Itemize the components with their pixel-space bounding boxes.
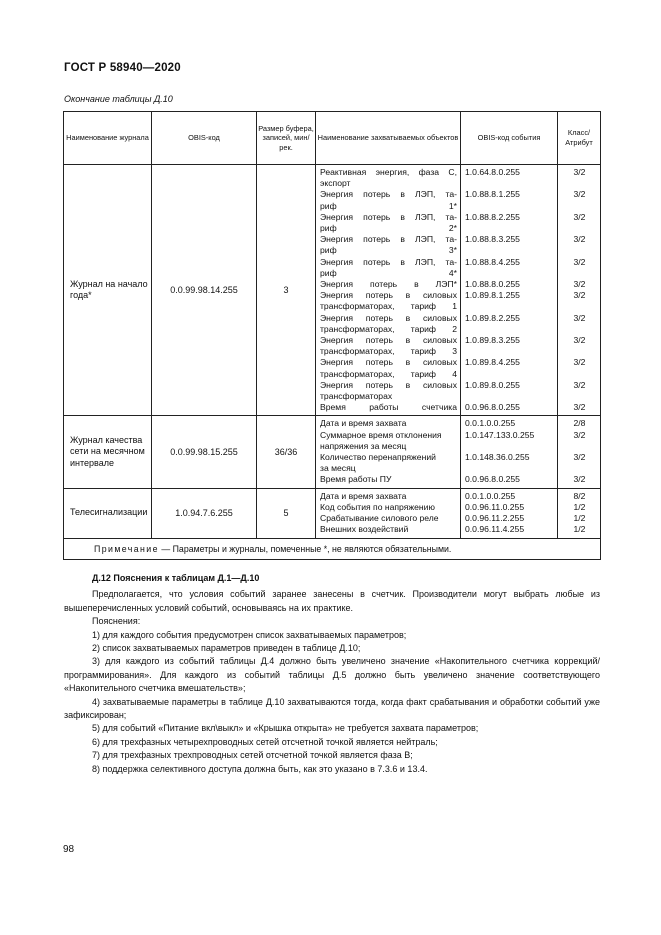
journal-name: Журнал качества сети на месячном интервале [64, 416, 152, 488]
buffer-size: 36/36 [257, 416, 316, 488]
cell-line: Энергия потерь в ЛЭП, та- [320, 256, 457, 267]
section-paragraph: 6) для трехфазных четырехпроводных сетей отсчетной точкой является нейтраль; [92, 736, 438, 747]
cell-line: 3/2 [573, 256, 586, 267]
cell-line: риф 2* [320, 223, 457, 234]
cell-line: трансформаторах [320, 391, 393, 402]
cell-line [562, 201, 597, 212]
cell-line: 3/2 [573, 211, 586, 222]
cell-line: 3/2 [573, 335, 586, 346]
class-attribute-cell [558, 488, 601, 538]
cell-line: Энергия потерь в силовых [320, 335, 457, 346]
cell-line: Количество перенапряжений [320, 452, 436, 463]
cell-line [465, 223, 554, 234]
cell-line: экспорт [320, 178, 351, 189]
class-attribute-cell [558, 165, 601, 416]
captured-objects-cell [316, 165, 461, 416]
cell-line [465, 178, 554, 189]
cell-line: 1.0.89.8.3.255 [465, 335, 520, 346]
section-paragraph: 7) для трехфазных трехпроводных сетей отсчетной точкой является фаза В; [92, 750, 413, 761]
journal-name: Журнал на начало года* [64, 165, 152, 416]
cell-line: Энергия потерь в силовых [320, 379, 457, 390]
cell-line [465, 369, 554, 380]
cell-line: 1.0.89.8.4.255 [465, 357, 520, 368]
cell-line [465, 324, 554, 335]
cell-line: 2/8 [573, 418, 586, 429]
cell-line [562, 301, 597, 312]
cell-line [562, 178, 597, 189]
table-row [64, 416, 601, 488]
section-paragraph: 5) для событий «Питание вкл\выкл» и «Крышка открыта» не требуется захвата параметров; [92, 723, 479, 734]
cell-line: Энергия потерь в ЛЭП* [320, 279, 457, 290]
cell-line [465, 201, 554, 212]
cell-line: 1/2 [573, 513, 586, 524]
cell-line: 8/2 [573, 490, 586, 501]
event-codes-cell [461, 165, 558, 416]
class-attribute-cell [558, 416, 601, 488]
section-paragraph: 4) захватываемые параметры в таблице Д.10 захватываются тогда, когда факт срабатывания и обработки событий уже зафиксирован; [64, 696, 600, 721]
cell-line [562, 223, 597, 234]
event-codes-cell [461, 416, 558, 488]
cell-line: 0.0.96.11.4.255 [465, 524, 525, 535]
cell-line: 3/2 [573, 279, 586, 290]
explanations-section [64, 572, 600, 776]
cell-line [562, 245, 597, 256]
section-paragraph: 3) для каждого из событий таблицы Д.4 должно быть увеличено значение «Накопительного счетчика коррекций/программирования». Для каждого из событий таблицы Д.5 должно быть увеличено значение соответствующего «Накопительного счетчика вмешательств»; [64, 656, 600, 694]
cell-line: 3/2 [573, 234, 586, 245]
column-header: OBIS-код [152, 112, 257, 165]
table-row [64, 165, 601, 416]
cell-line: Срабатывание силового реле [320, 513, 439, 524]
cell-line: 1.0.88.8.4.255 [465, 256, 520, 267]
buffer-size: 5 [257, 488, 316, 538]
cell-line: Код события по напряжению [320, 501, 435, 512]
cell-line: Энергия потерь в силовых [320, 312, 457, 323]
journal-table [63, 111, 601, 560]
cell-line: риф 4* [320, 267, 457, 278]
cell-line [465, 463, 554, 474]
cell-line [465, 301, 554, 312]
cell-line [562, 369, 597, 380]
cell-line: 3/2 [573, 357, 586, 368]
cell-line: трансформаторах, тариф 3 [320, 346, 457, 357]
buffer-size: 3 [257, 165, 316, 416]
table-note [64, 538, 601, 559]
journal-obis-code: 1.0.94.7.6.255 [152, 488, 257, 538]
cell-line: Время работы ПУ [320, 474, 392, 485]
cell-line: 0.0.1.0.0.255 [465, 418, 516, 429]
cell-line [465, 441, 554, 452]
cell-line [562, 463, 597, 474]
column-header: Наименование журнала [64, 112, 152, 165]
cell-line: 1.0.148.36.0.255 [465, 452, 530, 463]
cell-line: 1.0.89.8.2.255 [465, 312, 520, 323]
cell-line: 0.0.96.11.2.255 [465, 513, 525, 524]
cell-line: Время работы счетчика [320, 402, 457, 413]
section-paragraph: Пояснения: [92, 616, 141, 627]
cell-line: 1.0.88.8.3.255 [465, 234, 520, 245]
cell-line: 1.0.64.8.0.255 [465, 167, 520, 177]
cell-line [465, 346, 554, 357]
column-header: Размер буфера, записей, мин/рек. [257, 112, 316, 165]
cell-line: Энергия потерь в ЛЭП, та- [320, 189, 457, 200]
journal-name: Телесигнализации [64, 488, 152, 538]
cell-line: риф 1* [320, 200, 457, 211]
cell-line: 0.0.96.8.0.255 [465, 474, 520, 485]
cell-line [465, 391, 554, 402]
cell-line: Дата и время захвата [320, 418, 407, 429]
cell-line: 1.0.89.8.1.255 [465, 290, 520, 301]
cell-line: Реактивная энергия, фаза С, [320, 167, 457, 177]
table-caption: Окончание таблицы Д.10 [64, 94, 173, 104]
section-paragraph: 2) список захватываемых параметров приведен в таблице Д.10; [92, 643, 361, 654]
section-paragraph: Предполагается, что условия событий заранее занесены в счетчик. Производители могут выбрать любые из вышеперечисленных условий событий, основываясь на их практике. [64, 589, 600, 613]
cell-line: 3/2 [573, 290, 586, 301]
table-header-row [64, 112, 601, 165]
cell-line: за месяц [320, 463, 356, 474]
column-header: Наименование захватываемых объектов [316, 112, 461, 165]
note-label: Примечание [94, 543, 159, 554]
cell-line: 1.0.88.8.1.255 [465, 189, 520, 200]
column-header: Класс/ Атрибут [558, 112, 601, 165]
cell-line: 0.0.1.0.0.255 [465, 490, 516, 501]
section-paragraph: 8) поддержка селективного доступа должна быть, как это указано в 7.3.6 и 13.4. [92, 763, 428, 774]
page-number: 98 [63, 844, 75, 855]
journal-obis-code: 0.0.99.98.15.255 [152, 416, 257, 488]
cell-line: 0.0.96.8.0.255 [465, 402, 520, 413]
cell-line: 3/2 [573, 474, 586, 485]
cell-line: 1/2 [573, 501, 586, 512]
cell-line: Суммарное время отклонения [320, 429, 442, 440]
captured-objects-cell [316, 416, 461, 488]
column-header: OBIS-код события [461, 112, 558, 165]
cell-line [562, 268, 597, 279]
cell-line: 3/2 [573, 379, 586, 390]
cell-line: 1.0.88.8.2.255 [465, 211, 520, 222]
cell-line: 3/2 [573, 429, 586, 440]
cell-line: трансформаторах, тариф 2 [320, 323, 457, 334]
cell-line: 3/2 [573, 402, 586, 413]
cell-line: напряжения за месяц [320, 440, 407, 451]
cell-line: трансформаторах, тариф 1 [320, 301, 457, 312]
cell-line [562, 391, 597, 402]
cell-line [562, 346, 597, 357]
note-text: — Параметры и журналы, помеченные *, не являются обязательными. [158, 543, 452, 554]
document-header: ГОСТ Р 58940—2020 [64, 62, 181, 74]
cell-line: 3/2 [573, 189, 586, 200]
cell-line: 3/2 [573, 312, 586, 323]
cell-line [465, 268, 554, 279]
cell-line: Внешних воздействий [320, 524, 409, 535]
cell-line [465, 245, 554, 256]
cell-line: 1.0.147.133.0.255 [465, 429, 535, 440]
cell-line [562, 441, 597, 452]
cell-line: трансформаторах, тариф 4 [320, 368, 457, 379]
cell-line: 0.0.96.11.0.255 [465, 501, 525, 512]
cell-line: 1.0.88.8.0.255 [465, 279, 520, 290]
journal-obis-code: 0.0.99.98.14.255 [152, 165, 257, 416]
cell-line: риф 3* [320, 245, 457, 256]
cell-line: 1.0.89.8.0.255 [465, 379, 520, 390]
cell-line: Энергия потерь в силовых [320, 357, 457, 368]
section-heading: Д.12 Пояснения к таблицам Д.1—Д.10 [92, 573, 260, 583]
cell-line [562, 324, 597, 335]
captured-objects-cell [316, 488, 461, 538]
cell-line: Энергия потерь в ЛЭП, та- [320, 234, 457, 245]
cell-line: 3/2 [573, 452, 586, 463]
cell-line: 1/2 [573, 524, 586, 535]
cell-line: Энергия потерь в силовых [320, 290, 457, 301]
table-note-row [64, 538, 601, 559]
section-paragraph: 1) для каждого события предусмотрен список захватываемых параметров; [92, 629, 407, 640]
table-row [64, 488, 601, 538]
cell-line: 3/2 [573, 167, 586, 177]
cell-line: Дата и время захвата [320, 490, 407, 501]
cell-line: Энергия потерь в ЛЭП, та- [320, 211, 457, 222]
event-codes-cell [461, 488, 558, 538]
